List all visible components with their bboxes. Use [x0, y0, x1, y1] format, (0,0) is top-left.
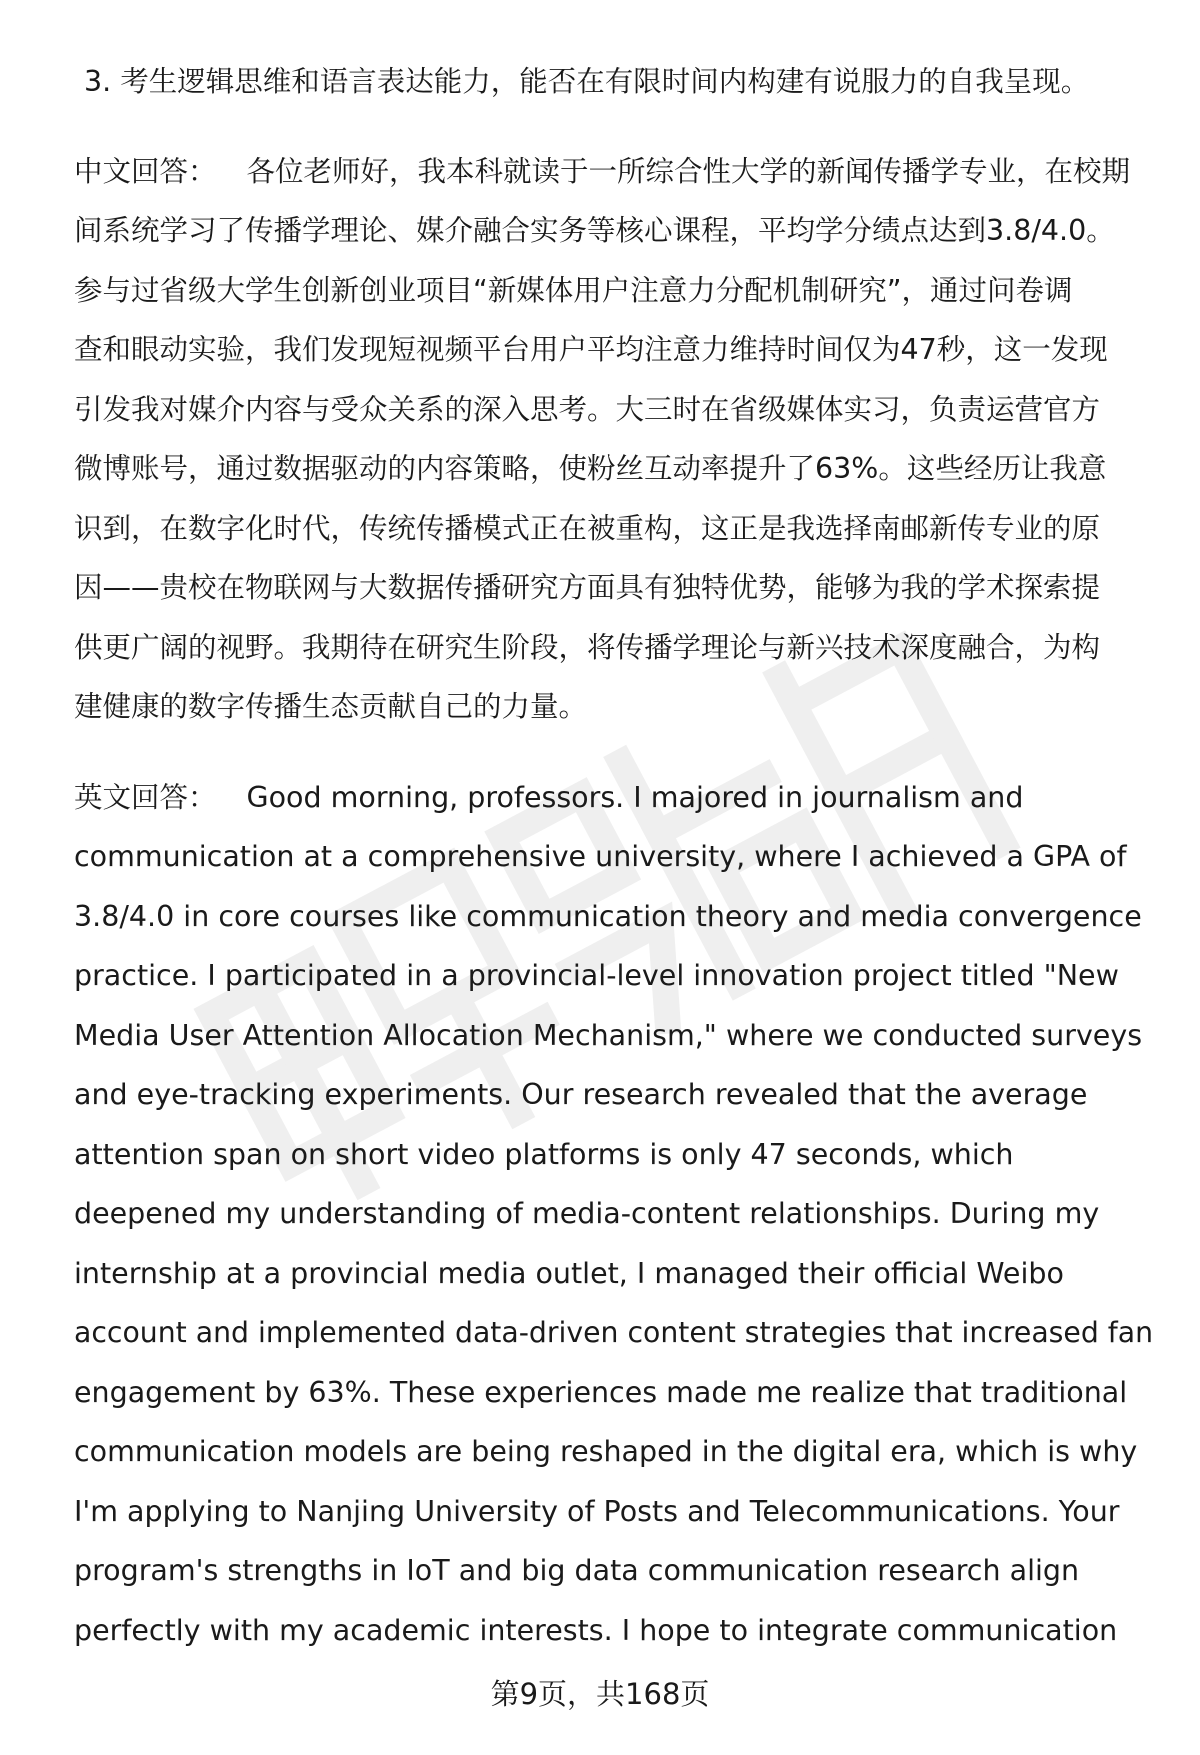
english-answer-line: program's strengths in IoT and big data communication research align [74, 1554, 1080, 1587]
english-answer-line: 英文回答： Good morning, professors. I majored in journalism and [74, 780, 1024, 814]
english-answer-line: and eye-tracking experiments. Our research revealed that the average [74, 1078, 1088, 1111]
chinese-answer-section [74, 142, 1154, 737]
chinese-answer-line: 中文回答： 各位老师好，我本科就读于一所综合性大学的新闻传播学专业，在校期 [74, 154, 1131, 188]
chinese-answer-label: 中文回答： [74, 154, 217, 188]
english-answer-line: communication models are being reshaped in the digital era, which is why [74, 1435, 1138, 1468]
english-answer-line: practice. I participated in a provincial-level innovation project titled "New [74, 959, 1119, 992]
document-body [74, 52, 1154, 1660]
english-answer-line: attention span on short video platforms is only 47 seconds, which [74, 1137, 1014, 1171]
chinese-answer-line: 供更广阔的视野。我期待在研究生阶段，将传播学理论与新兴技术深度融合，为构 [74, 630, 1101, 664]
criterion-text: 考生逻辑思维和语言表达能力，能否在有限时间内构建有说服力的自我呈现。 [120, 65, 1090, 98]
english-answer-line: engagement by 63%. These experiences made me realize that traditional [74, 1375, 1128, 1409]
chinese-answer-line: 参与过省级大学生创新创业项目“新媒体用户注意力分配机制研究”，通过问卷调 [74, 273, 1073, 307]
chinese-answer-line: 引发我对媒介内容与受众关系的深入思考。大三时在省级媒体实习，负责运营官方 [74, 392, 1101, 426]
chinese-answer-line: 因——贵校在物联网与大数据传播研究方面具有独特优势，能够为我的学术探索提 [74, 571, 1101, 604]
english-answer-line: Media User Attention Allocation Mechanism," where we conducted surveys [74, 1018, 1143, 1052]
english-answer-section [74, 768, 1154, 1661]
evaluation-criterion [74, 52, 1154, 112]
english-answer-line: internship at a provincial media outlet, I managed their official Weibo [74, 1256, 1064, 1290]
english-answer-label: 英文回答： [74, 780, 217, 814]
criterion-number: 3. [84, 65, 112, 98]
chinese-answer-line: 微博账号，通过数据驱动的内容策略，使粉丝互动率提升了63%。这些经历让我意 [74, 452, 1107, 485]
english-answer-line: account and implemented data-driven content strategies that increased fan [74, 1316, 1154, 1349]
english-answer-line: perfectly with my academic interests. I hope to integrate communication [74, 1613, 1118, 1647]
chinese-answer-line: 间系统学习了传播学理论、媒介融合实务等核心课程，平均学分绩点达到3.8/4.0。 [74, 214, 1115, 247]
english-answer-line: communication at a comprehensive university, where I achieved a GPA of [74, 840, 1127, 873]
english-answer-line: deepened my understanding of media-content relationships. During my [74, 1197, 1100, 1230]
chinese-answer-line: 识到，在数字化时代，传统传播模式正在被重构，这正是我选择南邮新传专业的原 [74, 511, 1101, 545]
chinese-answer-line: 查和眼动实验，我们发现短视频平台用户平均注意力维持时间仅为47秒，这一发现 [74, 333, 1108, 366]
page-number-footer: 第9页，共168页 [490, 1677, 710, 1711]
english-answer-line: 3.8/4.0 in core courses like communication theory and media convergence [74, 899, 1142, 933]
chinese-answer-line: 建健康的数字传播生态贡献自己的力量。 [74, 690, 588, 723]
english-answer-line: I'm applying to Nanjing University of Posts and Telecommunications. Your [74, 1494, 1120, 1528]
